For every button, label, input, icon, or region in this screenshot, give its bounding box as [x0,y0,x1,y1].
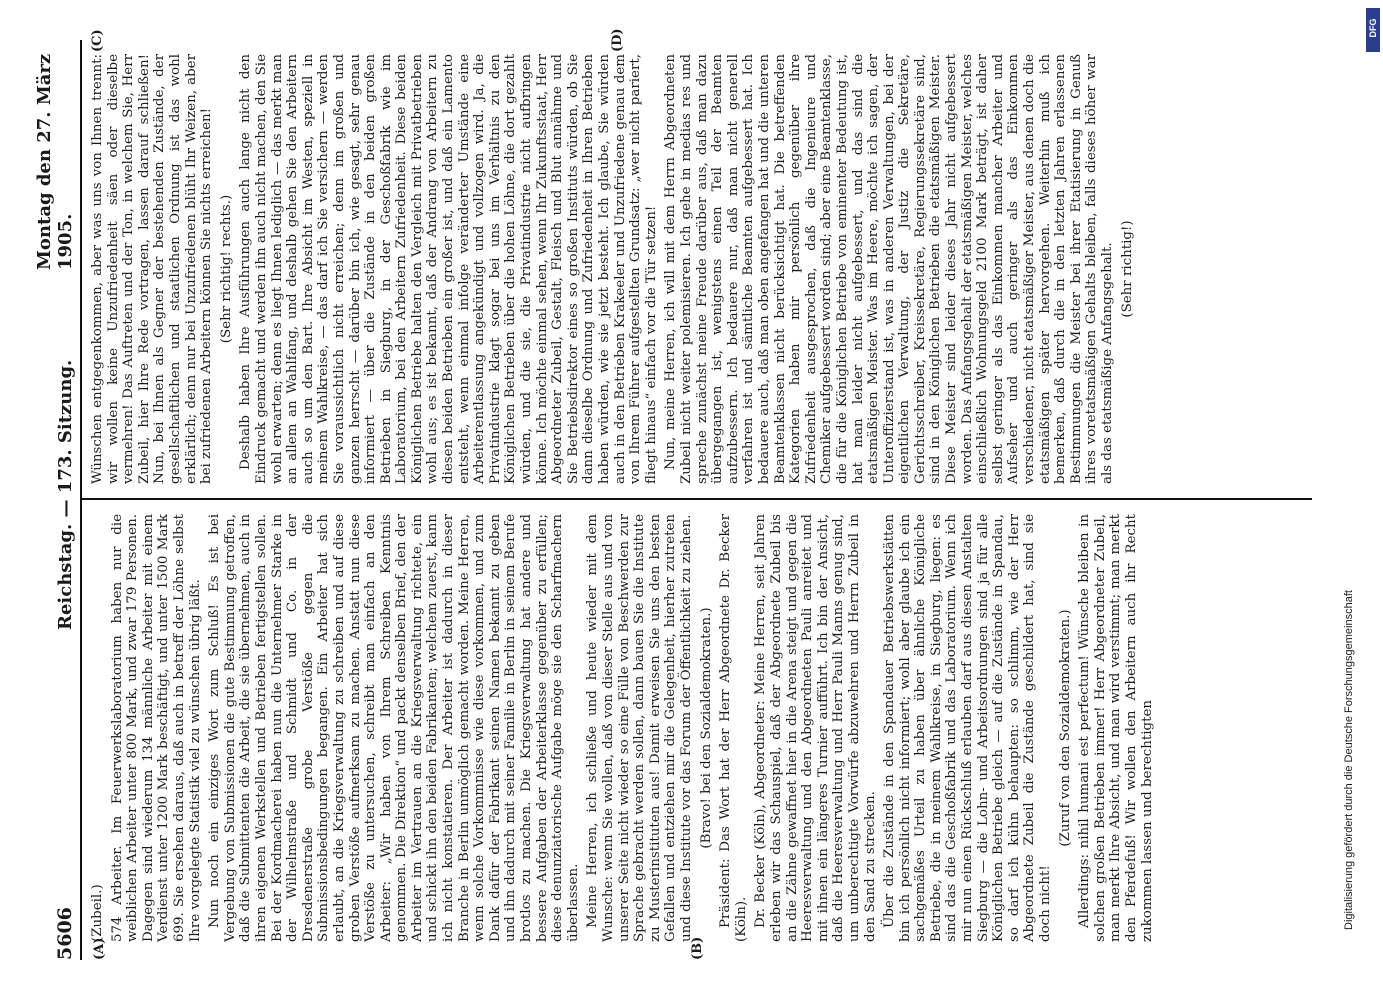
left-column [90,514,1310,942]
margin-marker-a: (A) [92,937,107,960]
column-divider [82,498,1312,500]
paragraph: Über die Zustände in den Spandauer Betriebswerkstätten bin ich persönlich nicht informiert; wohl aber glaube ich ein sachgemäßes Urteil zu haben über ähnliche Königliche Betriebe, die in meinem Wahlkreise, in Siegburg, liegen: es sind das die Geschoßfabrik und das Laboratorium. Wenn ich mir nun einen Rückschluß erlauben darf aus diesen Anstalten Siegburg — die Lohn- und Arbeitsordnungen sind ja für alle Königlichen Betriebe gleich — auf die Zustände in Spandau, so darf ich kühn behaupten: so schlimm, wie der Herr Abgeordnete Zubeil die Zustände geschildert hat, sind sie doch nicht! [882,514,1054,942]
speaker-tag: (Zubeil.) [90,884,105,942]
paragraph: 574 Arbeiter. Im Feuerwerkslaboratorium haben nur die weiblichen Arbeiter unter 800 Mark, und zwar 179 Personen. Dagegen sind wiederum 134 männliche Arbeiter mit einem Verdienst unter 1200 Mark beschäftigt, und unter 1500 Mark 699. Sie ersehen daraus, daß auch in betreff der Löhne selbst Ihre vorgelegte Statistik viel zu wünschen übrig läßt. [109,514,203,942]
session-title: Reichstag. — 173. Sitzung. [55,359,76,630]
paragraph: Allerdings: nihil humani est perfectum! Wünsche bleiben in solchen großen Betrieben immer! Herr Abgeordneter Zubeil, man merkt Ihre Absicht, und man wird verstimmt; man merkt den Pferdefuß! Wir wollen den Arbeitern auch ihr Recht zukommen lassen und berechtigten [1077,514,1155,942]
session-date: Montag den 27. März 1905. [34,53,76,270]
interjection: (Bravo! bei den Sozialdemokraten.) [698,607,714,849]
page-number: 5606 [54,907,76,960]
paragraph: Meine Herren, ich schließe und heute wieder mit dem Wunsche: wenn Sie wollen, daß von dieser Stelle aus und von unserer Seite nicht wieder so eine Fülle von Beschwerden zur Sprache gebracht werden sollen, dann bauen Sie die Institute zu Musterinstituten aus! Damit erweisen Sie uns den besten Gefallen und entziehen mir die Gelegenheit, hierher zutreten und diese Institute vor das Forum der Öffentlichkeit zu ziehen. [585,514,694,942]
dfg-logo-text: DFG [1368,18,1378,38]
digitization-note [1336,10,1362,990]
dfg-logo [1366,8,1380,52]
paragraph: Deshalb haben Ihre Ausführungen auch lange nicht den Eindruck gemacht und werden ihn auch nicht machen, den Sie wohl erwarten; denn es liegt Ihnen lediglich — das merkt man an allem an Wahlfang, und deshalb gehen Sie den Arbeitern auch so um den Bart. Ihre Absicht im Westen, speziell in meinem Wahlkreise, — das darf ich Sie versichern — werden Sie voraussichtlich nicht erreichen; denn im großen und ganzen herrscht — darüber bin ich, wie gesagt, sehr genau informiert — über die Zustände in den beiden großen Betrieben in Siegburg, in der Geschoßfabrik wie im Laboratorium, bei den Arbeitern Zufriedenheit. Diese beiden Königlichen Betriebe halten den Vergleich mit Privatbetrieben wohl aus; es ist bekannt, daß der Andrang von Arbeitern zu diesen beiden Betrieben ein großer ist, und daß ein Lamento entsteht, wenn einmal infolge veränderter Umstände eine Arbeiterentlassung angekündigt und vollzogen wird. Ja, die Privatindustrie klagt sogar bei uns im Verhältnis zu den Königlichen Betrieben über die hohen Löhne, die dort gezahlt würden, und die sie, die Privatindustrie nicht aufbringen könne. Ich möchte einmal sehen, wenn Ihr Zukunftsstaat, Herr Abgeordneter Zubeil, Gestalt, Fleisch und Blut annähme und Sie Betriebsdirektor eines so großen Instituts würden, ob Sie dann dieselbe Ordnung und Zufriedenheit in Ihren Betrieben haben würden, wie sie jetzt besteht. Ich glaube, Sie würden auch in den Betrieben Krakeeler und Unzufriedene genau dem von Ihrem Führer aufgestellten Grundsatz: „wer nicht pariert, fliegt hinaus“ einfach vor die Tür setzen! [238,54,659,484]
right-column [90,54,1310,484]
interjection: (Zuruf von den Sozialdemokraten.) [1057,609,1073,847]
paragraph: Dr. Becker (Köln), Abgeordneter: Meine Herren, seit Jahren erleben wir das Schauspiel, daß der Abgeordnete Zubeil bis an die Zähne gewaffnet hier in die Arena steigt und gegen die Heeresverwaltung und den Abgeordneten Pauli anreitet und mit ihnen ein längeres Turnier aufführt. Ich bin der Ansicht, daß die Heeresverwaltung und Herr Pauli Manns genug sind, um unberechtigte Vorwürfe abzuwehren und Herrn Zubeil in den Sand zu strecken. [753,514,878,942]
paragraph: Nun noch ein einziges Wort zum Schluß! Es ist bei Vergebung von Submissionen die gute Bestimmung getroffen, daß die Submittenten die Arbeit, die sie übernehmen, auch in ihren eigenen Werkstellen und Betrieben fertigstellen sollen. Bei der Kordmacherei haben nun die Unternehmer Starke in der Wilhelmstraße und Schmidt und Co. in der Dresdenerstraße grobe Verstöße gegen die Submissionsbedingungen begangen. Ein Arbeiter hat sich erlaubt, an die Kriegsverwaltung zu schreiben und auf diese groben Verstöße aufmerksam zu machen. Anstatt nun diese Verstöße zu untersuchen, schreibt man einfach an den Arbeiter: „Wir haben von Ihrem Schreiben Kenntnis genommen. Die Direktion“ und packt denselben Brief, den der Arbeiter im Vertrauen an die Kriegsverwaltung richtete, ein und schickt ihn den beiden Fabrikanten; welchem zuerst, kann ich nicht konstatieren. Der Arbeiter ist dadurch in dieser Branche in Berlin unmöglich gemacht worden. Meine Herren, wenn solche Vorkommnisse wie diese vorkommen, und zum Dank dafür der Fabrikant seinen Namen bekannt zu geben und ihn dadurch mit seiner Familie in Berlin in seinem Berufe brotlos zu machen. Die Kriegsverwaltung hat andere und bessere Aufgaben der Arbeiterklasse gegenüber zu erfüllen; diese denunziatorische Aufgabe möge sie den Scharfmachern überlassen. [207,514,581,942]
paragraph: Wünschen entgegenkommen, aber was uns von Ihnen trennt: wir wollen keine Unzufriedenheit säen oder dieselbe vermehren! Das Auftreten und der Ton, in welchem Sie, Herr Zubeil, hier Ihre Rede vortragen, lassen darauf schließen! Nun, bei Ihnen als Gegner der bestehenden Zustände, der gesellschaftlichen und staatlichen Ordnung ist das wohl erklärlich; denn nur bei Unzufriedenen blüht Ihr Weizen, aber bei zufriedenen Arbeitern können Sie nichts erreichen! [90,54,215,484]
margin-marker-b: (B) [690,936,705,960]
margin-marker-c: (C) [90,29,105,52]
interjection: (Sehr richtig!) [1119,220,1135,318]
margin-marker-d: (D) [610,28,625,52]
digitization-note-text: Digitalisierung gefördert durch die Deutsche Forschungsgemeinschaft [1343,590,1355,930]
interjection: (Sehr richtig! rechts.) [218,194,234,344]
paragraph: Präsident: Das Wort hat der Herr Abgeordnete Dr. Becker (Köln). [718,514,749,942]
paragraph: Nun, meine Herren, ich will mit dem Herrn Abgeordneten Zubeil nicht weiter polemisieren. Ich gehe in medias res und spreche zunächst meine Freude darüber aus, daß man dazu übergegangen ist, wenigstens einen Teil der Beamten aufzubessern. Ich bedauere nur, daß man nicht generell verfahren ist und sämtliche Beamten aufgebessert hat. Ich bedauere auch, daß man oben angefangen hat und die unteren Beamtenklassen nicht berücksichtigt hat. Die betreffenden Kategorien haben mir persönlich gegenüber ihre Zufriedenheit ausgesprochen, daß die Ingenieure und Chemiker aufgebessert worden sind; aber eine Beamtenklasse, die für die Königlichen Betriebe von eminenter Bedeutung ist, hat man leider nicht aufgebessert, und das sind die etatsmäßigen Meister. Was im Heere, möchte ich sagen, der Unteroffizierstand ist, was in anderen Verwaltungen, bei der eigentlichen Verwaltung, der Justiz die Sekretäre, Gerichtsschreiber, Kreissekretäre, Regierungssekretäre sind, sind in den Königlichen Betrieben die etatsmäßigen Meister. Diese Meister sind leider dieses Jahr nicht aufgebessert worden. Das Anfangsgehalt der etatsmäßigen Meister, welches einschließlich Wohnungsgeld 2100 Mark beträgt, ist daher selbst geringer als das Einkommen mancher Arbeiter und Aufseher und auch geringer als das Einkommen verschiedener, nicht etatsmäßiger Meister, aus denen doch die etatsmäßigen später hervorgehen. Weiterhin muß ich bemerken, daß durch die in den letzten Jahren erlassenen Bestimmungen die Meister bei ihrer Etatisierung in Genuß ihres voretatsmäßigen Gehalts bleiben, falls dieses höher war als das etatsmäßige Anfangsgehalt. [663,54,1115,484]
page-header [34,40,82,960]
